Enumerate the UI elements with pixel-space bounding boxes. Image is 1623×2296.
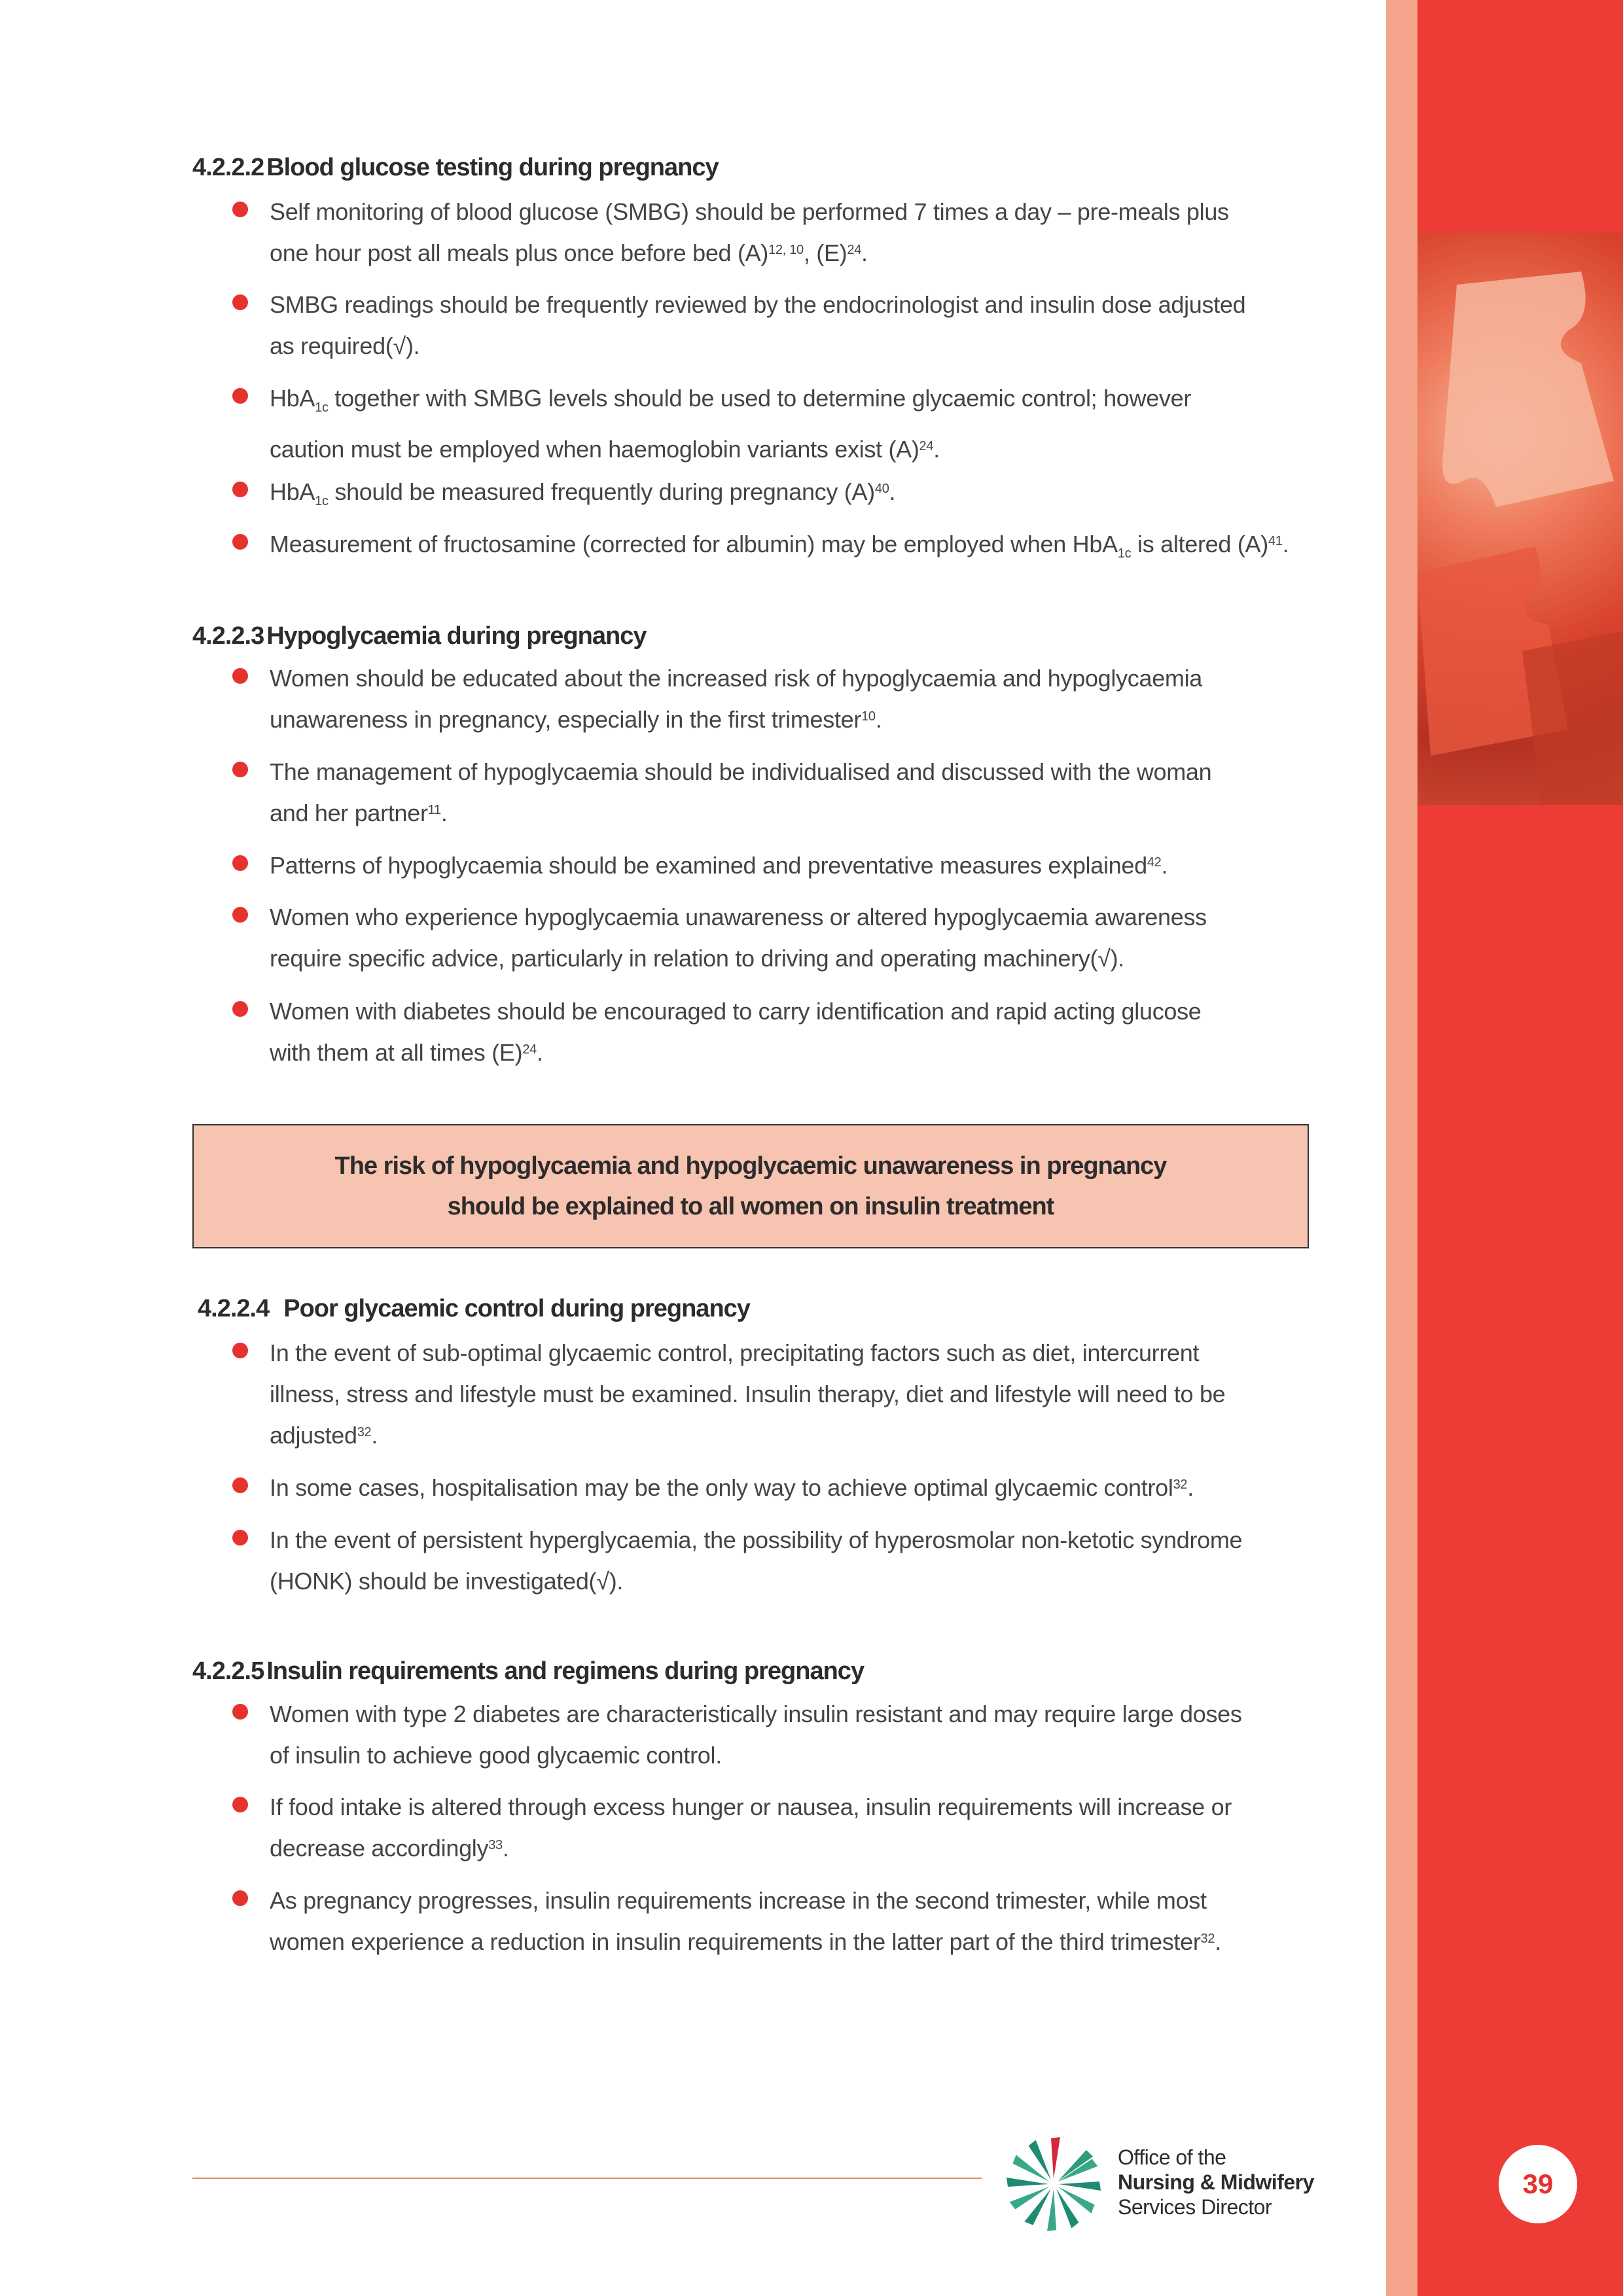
section-number: 4.2.2.3 xyxy=(192,622,264,650)
list-item xyxy=(232,896,1319,979)
reference-superscript: 42 xyxy=(1147,855,1162,870)
reference-superscript: 41 xyxy=(1268,534,1283,548)
bullet-text: In some cases, hospitalisation may be the only way to achieve optimal glycaemic control$^{32}$. xyxy=(270,1474,1194,1501)
bullet-text: Women with diabetes should be encouraged to carry identification and rapid acting glucose with them at all times $(E)^{24}$. xyxy=(270,998,1202,1066)
page-number: 39 xyxy=(1499,2145,1577,2223)
organisation-logo-icon xyxy=(1001,2132,1106,2236)
bullet-dot xyxy=(232,1001,248,1017)
subscript: 1c xyxy=(315,400,329,415)
bullet-dot xyxy=(232,1343,248,1358)
section-title: Blood glucose testing during pregnancy xyxy=(266,154,719,181)
organisation-name xyxy=(1118,2145,1314,2219)
bullet-dot xyxy=(232,1890,248,1906)
section-heading-4-2-2-2 xyxy=(192,152,719,183)
section-number: 4.2.2.2 xyxy=(192,154,264,181)
bullet-text: Women who experience hypoglycaemia unawareness or altered hypoglycaemia awareness require specific advice, particularly in relation to driving and operating machinery(√). xyxy=(270,904,1207,972)
section-number: 4.2.2.4 xyxy=(198,1295,270,1322)
bullet-text: In the event of sub-optimal glycaemic control, precipitating factors such as diet, intercurrent illness, stress and lifestyle must be examined. Insulin therapy, diet and lifestyle will need to be adjusted$^{32}$. xyxy=(270,1339,1226,1449)
bullet-text: HbA$_{1c}$ together with SMBG levels should be used to determine glycaemic control; however caution must be employed when haemoglobin variants exist $(A)^{24}$. xyxy=(270,385,1192,463)
bullet-dot xyxy=(232,1797,248,1812)
section-heading-4-2-2-3 xyxy=(192,620,646,652)
reference-superscript: 32 xyxy=(1200,1932,1215,1946)
bullet-dot xyxy=(232,1530,248,1545)
list-item xyxy=(232,471,1319,522)
list-item xyxy=(232,1786,1319,1869)
reference-superscript: 24 xyxy=(919,439,934,454)
list-item xyxy=(232,1693,1319,1776)
reference-superscript: 32 xyxy=(1173,1477,1188,1492)
puzzle-photo xyxy=(1418,232,1623,805)
footer-divider xyxy=(192,2178,982,2179)
list-item xyxy=(232,191,1319,274)
section-title: Insulin requirements and regimens during pregnancy xyxy=(266,1657,865,1685)
list-item xyxy=(232,523,1319,574)
callout-line-1: The risk of hypoglycaemia and hypoglycaemic unawareness in pregnancy xyxy=(334,1152,1167,1180)
reference-superscript: 12, 10 xyxy=(768,243,804,257)
bullet-text: Women should be educated about the increased risk of hypoglycaemia and hypoglycaemia unawareness in pregnancy, especially in the first trimester$^{10}$. xyxy=(270,665,1203,733)
section-number: 4.2.2.5 xyxy=(192,1657,264,1685)
list-item xyxy=(232,1467,1319,1508)
bullet-dot xyxy=(232,907,248,923)
bullet-text: In the event of persistent hyperglycaemia, the possibility of hyperosmolar non-ketotic syndrome (HONK) should be investigated(√). xyxy=(270,1527,1243,1595)
bullet-text: If food intake is altered through excess hunger or nausea, insulin requirements will increase or decrease accordingly$^{33}$. xyxy=(270,1793,1232,1862)
reference-superscript: 24 xyxy=(522,1042,537,1057)
bullet-text: Self monitoring of blood glucose (SMBG) should be performed 7 times a day – pre-meals plus one hour post all meals plus once before bed $(A)^{12, 10}$, $(E)^{24}$. xyxy=(270,198,1229,266)
bullet-dot xyxy=(232,668,248,684)
bullet-dot xyxy=(232,855,248,871)
list-item xyxy=(232,1519,1319,1602)
section-heading-4-2-2-4 xyxy=(198,1293,750,1324)
bullet-dot xyxy=(232,762,248,777)
list-item xyxy=(232,845,1319,886)
list-item xyxy=(232,1880,1319,1962)
bullet-text: The management of hypoglycaemia should be individualised and discussed with the woman and her partner$^{11}$. xyxy=(270,758,1212,826)
reference-superscript: 33 xyxy=(488,1838,503,1852)
bullet-dot xyxy=(232,534,248,550)
list-item xyxy=(232,751,1319,834)
bullet-text: HbA$_{1c}$ should be measured frequently during pregnancy $(A)^{40}$. xyxy=(270,478,896,509)
bullet-text: Measurement of fructosamine (corrected for albumin) may be employed when HbA$_{1c}$ is altered $(A)^{41}$. xyxy=(270,531,1289,561)
org-line-3: Services Director xyxy=(1118,2195,1272,2219)
bullet-dot xyxy=(232,294,248,310)
section-heading-4-2-2-5 xyxy=(192,1655,864,1687)
reference-superscript: 24 xyxy=(847,243,862,257)
bullet-dot xyxy=(232,1704,248,1720)
bullet-text: Women with type 2 diabetes are characteristically insulin resistant and may require large doses of insulin to achieve good glycaemic control. xyxy=(270,1701,1242,1769)
bullet-dot xyxy=(232,202,248,217)
list-item xyxy=(232,658,1319,740)
list-item xyxy=(232,284,1319,366)
section-title: Poor glycaemic control during pregnancy xyxy=(283,1295,750,1322)
list-item xyxy=(232,991,1319,1073)
section-title: Hypoglycaemia during pregnancy xyxy=(266,622,647,650)
side-band-light xyxy=(1386,0,1418,2296)
bullet-text: As pregnancy progresses, insulin requirements increase in the second trimester, while most women experience a reduction in insulin requirements in the latter part of the third trimester$^{32}$. xyxy=(270,1887,1221,1955)
bullet-text: Patterns of hypoglycaemia should be examined and preventative measures explained$^{42}$. xyxy=(270,852,1168,879)
callout-line-2: should be explained to all women on insulin treatment xyxy=(447,1193,1054,1220)
subscript: 1c xyxy=(1117,546,1132,561)
reference-superscript: 40 xyxy=(874,482,889,496)
bullet-text: SMBG readings should be frequently reviewed by the endocrinologist and insulin dose adjusted as required(√). xyxy=(270,291,1246,359)
bullet-dot xyxy=(232,482,248,497)
reference-superscript: 32 xyxy=(357,1425,372,1439)
list-item xyxy=(232,1332,1319,1456)
org-line-2: Nursing & Midwifery xyxy=(1118,2170,1314,2194)
bullet-dot xyxy=(232,1477,248,1493)
subscript: 1c xyxy=(315,494,329,509)
callout-box xyxy=(192,1124,1309,1248)
bullet-dot xyxy=(232,388,248,404)
reference-superscript: 11 xyxy=(427,803,441,817)
org-line-1: Office of the xyxy=(1118,2146,1226,2169)
list-item xyxy=(232,378,1319,470)
reference-superscript: 10 xyxy=(861,709,876,724)
